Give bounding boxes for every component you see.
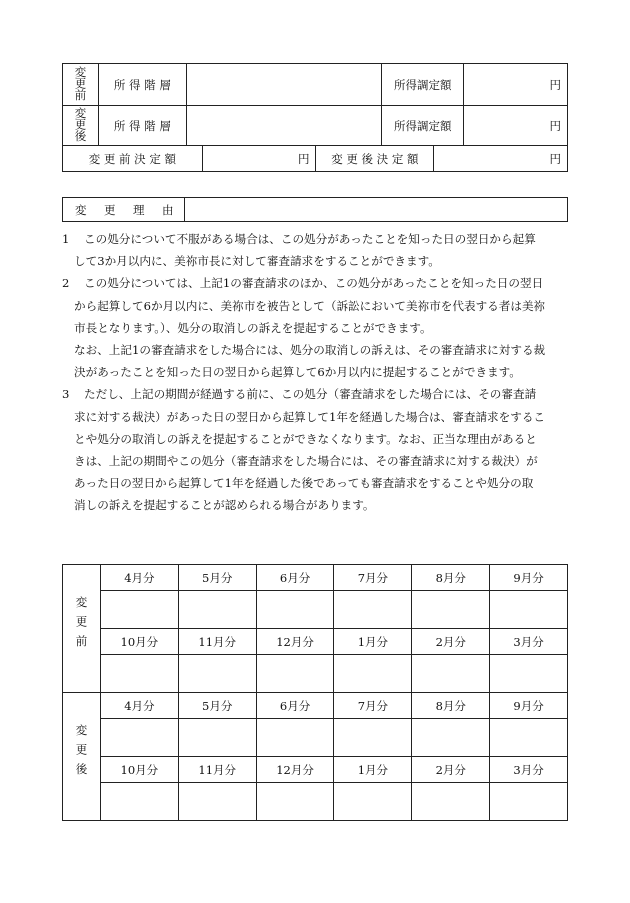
month-value-cell[interactable] xyxy=(256,655,334,693)
after-decision-label: 変 更 後 決 定 額 xyxy=(316,146,434,172)
month-header: 11月分 xyxy=(178,757,256,783)
note-2-number: 2 xyxy=(62,276,70,291)
before-decision-yen[interactable]: 円 xyxy=(202,146,316,172)
month-value-cell[interactable] xyxy=(178,783,256,821)
month-value-cell[interactable] xyxy=(490,783,568,821)
after-label: 変更後 xyxy=(73,107,88,142)
income-amount-label-after: 所得調定額 xyxy=(382,106,464,146)
income-amount-before-yen[interactable]: 円 xyxy=(464,64,568,106)
month-header: 5月分 xyxy=(178,565,256,591)
month-header: 7月分 xyxy=(334,565,412,591)
month-header: 11月分 xyxy=(178,629,256,655)
month-header: 9月分 xyxy=(490,565,568,591)
note-2-line-3: 市長となります。）、処分の取消しの訴えを提起することができます。 xyxy=(74,320,432,335)
month-header: 3月分 xyxy=(490,629,568,655)
note-2 xyxy=(62,272,572,294)
month-value-cell[interactable] xyxy=(334,655,412,693)
month-header: 2月分 xyxy=(412,629,490,655)
monthly-before-label: 変更前 xyxy=(74,596,89,655)
note-3 xyxy=(62,383,572,405)
month-header: 1月分 xyxy=(334,757,412,783)
before-decision-label: 変 更 前 決 定 額 xyxy=(63,146,203,172)
income-level-before-field[interactable] xyxy=(186,64,382,106)
income-amount-label: 所得調定額 xyxy=(382,64,464,106)
note-2b-line-2: 決があったことを知った日の翌日から起算して6か月以内に提起することができます。 xyxy=(74,365,521,380)
after-decision-yen[interactable]: 円 xyxy=(434,146,568,172)
decision-table xyxy=(62,145,568,172)
income-level-label: 所 得 階 層 xyxy=(98,64,186,106)
month-header: 7月分 xyxy=(334,693,412,719)
note-3-line-1: ただし、上記の期間が経過する前に、この処分（審査請求をした場合には、その審査請 xyxy=(84,387,537,402)
month-value-cell[interactable] xyxy=(100,591,178,629)
note-2b-line-1: なお、上記1の審査請求をした場合には、処分の取消しの訴えは、その審査請求に対する裁 xyxy=(74,343,546,358)
month-header: 1月分 xyxy=(334,629,412,655)
month-value-cell[interactable] xyxy=(490,591,568,629)
note-1 xyxy=(62,228,572,250)
month-value-cell[interactable] xyxy=(490,655,568,693)
after-vertical-label xyxy=(63,106,99,146)
month-header: 2月分 xyxy=(412,757,490,783)
reason-label: 変 更 理 由 xyxy=(63,198,185,222)
month-header: 6月分 xyxy=(256,565,334,591)
month-value-cell[interactable] xyxy=(490,719,568,757)
before-label: 変更前 xyxy=(73,66,88,101)
month-value-cell[interactable] xyxy=(100,783,178,821)
month-value-cell[interactable] xyxy=(334,591,412,629)
monthly-table xyxy=(62,564,568,821)
month-value-cell[interactable] xyxy=(256,591,334,629)
note-1-number: 1 xyxy=(62,232,70,246)
monthly-before-label-cell xyxy=(63,565,101,693)
month-header: 10月分 xyxy=(100,629,178,655)
month-header: 5月分 xyxy=(178,693,256,719)
note-2-line-2: から起算して6か月以内に、美祢市を被告として（訴訟において美祢市を代表する者は美祢 xyxy=(74,298,546,313)
month-value-cell[interactable] xyxy=(412,719,490,757)
month-value-cell[interactable] xyxy=(412,591,490,629)
note-3-line-3: とや処分の取消しの訴えを提起することができなくなります。なお、正当な理由があると xyxy=(74,431,537,446)
month-header: 12月分 xyxy=(256,629,334,655)
note-3-line-4: きは、上記の期間やこの処分（審査請求をした場合には、その審査請求に対する裁決）が xyxy=(74,454,538,469)
month-header: 8月分 xyxy=(412,565,490,591)
month-header: 3月分 xyxy=(490,757,568,783)
monthly-after-label: 変更後 xyxy=(74,724,89,783)
month-header: 12月分 xyxy=(256,757,334,783)
monthly-after-label-cell xyxy=(63,693,101,821)
reason-table xyxy=(62,197,568,222)
month-value-cell[interactable] xyxy=(334,783,412,821)
note-3-line-2: 求に対する裁決）があった日の翌日から起算して1年を経過した場合は、審査請求をするこ xyxy=(74,409,546,424)
month-value-cell[interactable] xyxy=(178,655,256,693)
reason-field[interactable] xyxy=(184,198,567,222)
month-value-cell[interactable] xyxy=(100,719,178,757)
month-header: 6月分 xyxy=(256,693,334,719)
month-value-cell[interactable] xyxy=(412,783,490,821)
income-level-label-after: 所 得 階 層 xyxy=(98,106,186,146)
income-table xyxy=(62,63,568,146)
note-3-line-5: あった日の翌日から起算して1年を経過した後であっても審査請求をすることや処分の取 xyxy=(74,476,534,491)
note-1-line-2: して3か月以内に、美祢市長に対して審査請求をすることができます。 xyxy=(74,254,440,269)
month-value-cell[interactable] xyxy=(256,783,334,821)
month-header: 4月分 xyxy=(100,693,178,719)
note-1-line-1: この処分について不服がある場合は、この処分があったことを知った日の翌日から起算 xyxy=(84,232,536,246)
note-3-number: 3 xyxy=(62,387,70,402)
month-value-cell[interactable] xyxy=(256,719,334,757)
appeal-notes xyxy=(62,228,572,517)
income-level-after-field[interactable] xyxy=(186,106,382,146)
month-value-cell[interactable] xyxy=(178,719,256,757)
before-vertical-label xyxy=(63,64,99,106)
month-header: 9月分 xyxy=(490,693,568,719)
note-2-line-1: この処分については、上記1の審査請求のほか、この処分があったことを知った日の翌日 xyxy=(84,276,544,291)
note-3-line-6: 消しの訴えを提起することが認められる場合があります。 xyxy=(74,498,375,513)
month-header: 10月分 xyxy=(100,757,178,783)
month-value-cell[interactable] xyxy=(178,591,256,629)
income-amount-after-yen[interactable]: 円 xyxy=(464,106,568,146)
month-header: 8月分 xyxy=(412,693,490,719)
month-header: 4月分 xyxy=(100,565,178,591)
month-value-cell[interactable] xyxy=(100,655,178,693)
month-value-cell[interactable] xyxy=(334,719,412,757)
month-value-cell[interactable] xyxy=(412,655,490,693)
